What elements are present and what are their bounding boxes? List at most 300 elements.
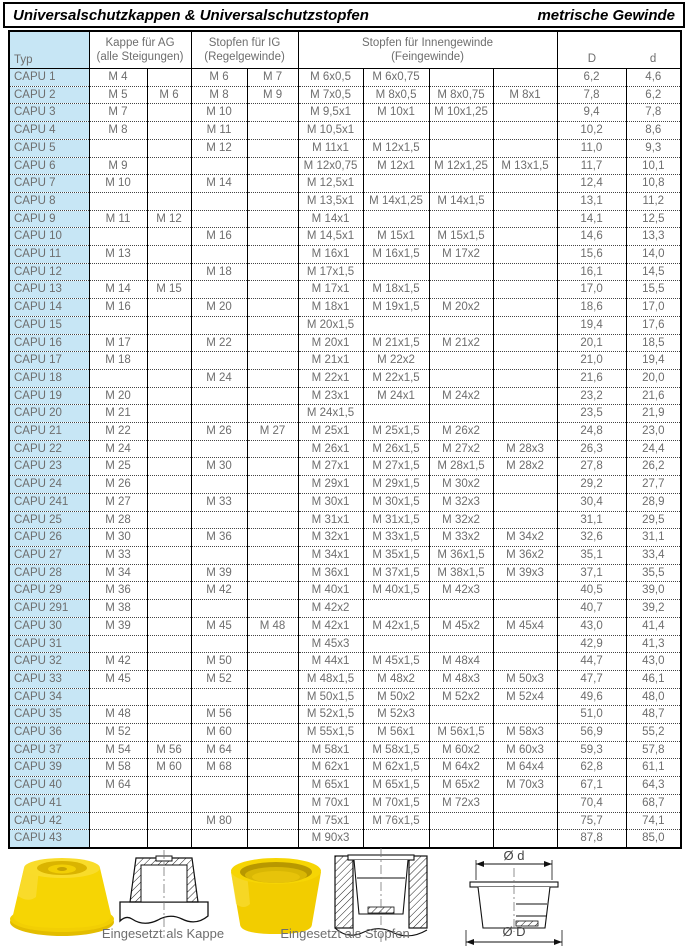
value-cell: M 28 xyxy=(89,511,147,529)
value-cell: M 26x1,5 xyxy=(363,440,429,458)
value-cell: M 80 xyxy=(191,812,247,830)
table-row xyxy=(9,600,681,618)
value-cell xyxy=(147,493,191,511)
value-cell xyxy=(493,228,557,246)
value-cell: M 21x2 xyxy=(429,334,493,352)
table-row xyxy=(9,69,681,87)
value-cell xyxy=(493,405,557,423)
table-row xyxy=(9,794,681,812)
value-cell: 43,0 xyxy=(557,617,626,635)
value-cell: 8,6 xyxy=(626,122,681,140)
value-cell: M 48x3 xyxy=(429,670,493,688)
value-cell xyxy=(493,352,557,370)
value-cell: M 26x1 xyxy=(298,440,363,458)
value-cell: M 33 xyxy=(191,493,247,511)
table-row xyxy=(9,688,681,706)
value-cell: M 16x1,5 xyxy=(363,246,429,264)
value-cell: 13,1 xyxy=(557,192,626,210)
table-row xyxy=(9,511,681,529)
value-cell: 23,5 xyxy=(557,405,626,423)
value-cell: M 34x2 xyxy=(493,529,557,547)
table-row xyxy=(9,175,681,193)
value-cell xyxy=(147,529,191,547)
table-row xyxy=(9,741,681,759)
value-cell: M 14 xyxy=(89,281,147,299)
value-cell xyxy=(147,387,191,405)
value-cell xyxy=(147,369,191,387)
typ-cell: CAPU 1 xyxy=(9,69,89,87)
typ-cell: CAPU 3 xyxy=(9,104,89,122)
value-cell xyxy=(493,210,557,228)
table-row xyxy=(9,458,681,476)
value-cell xyxy=(147,423,191,441)
typ-cell: CAPU 4 xyxy=(9,122,89,140)
value-cell: M 45x3 xyxy=(298,635,363,653)
value-cell: 14,5 xyxy=(626,263,681,281)
value-cell: M 9 xyxy=(89,157,147,175)
header-group-kappe-ag-line2: (alle Steigungen) xyxy=(96,51,184,63)
value-cell: M 45x1,5 xyxy=(363,653,429,671)
value-cell xyxy=(89,263,147,281)
value-cell: 29,5 xyxy=(626,511,681,529)
value-cell xyxy=(247,458,298,476)
value-cell xyxy=(247,228,298,246)
value-cell xyxy=(493,653,557,671)
table-row xyxy=(9,724,681,742)
table-row xyxy=(9,104,681,122)
value-cell: M 60x3 xyxy=(493,741,557,759)
value-cell xyxy=(191,794,247,812)
value-cell xyxy=(429,69,493,87)
value-cell: 33,4 xyxy=(626,546,681,564)
value-cell: M 28x3 xyxy=(493,440,557,458)
value-cell: 10,1 xyxy=(626,157,681,175)
value-cell: M 8x0,5 xyxy=(363,86,429,104)
value-cell xyxy=(147,564,191,582)
value-cell xyxy=(247,653,298,671)
value-cell: M 13 xyxy=(89,246,147,264)
value-cell: M 6 xyxy=(191,69,247,87)
value-cell: 17,6 xyxy=(626,316,681,334)
typ-cell: CAPU 19 xyxy=(9,387,89,405)
typ-cell: CAPU 2 xyxy=(9,86,89,104)
value-cell: M 13x1,5 xyxy=(493,157,557,175)
value-cell: M 7x0,5 xyxy=(298,86,363,104)
value-cell: M 22x2 xyxy=(363,352,429,370)
value-cell: M 45 xyxy=(89,670,147,688)
value-cell: M 54 xyxy=(89,741,147,759)
value-cell xyxy=(493,281,557,299)
value-cell: 6,2 xyxy=(626,86,681,104)
value-cell: M 30x1 xyxy=(298,493,363,511)
value-cell xyxy=(89,192,147,210)
value-cell: 59,3 xyxy=(557,741,626,759)
header-group-stopfen-ig-line2: (Regelgewinde) xyxy=(204,51,285,63)
value-cell xyxy=(363,635,429,653)
value-cell: 27,7 xyxy=(626,476,681,494)
value-cell xyxy=(147,228,191,246)
value-cell: M 24 xyxy=(89,440,147,458)
value-cell: M 30x2 xyxy=(429,476,493,494)
typ-cell: CAPU 6 xyxy=(9,157,89,175)
value-cell: M 22 xyxy=(191,334,247,352)
value-cell xyxy=(147,617,191,635)
value-cell: M 11 xyxy=(191,122,247,140)
value-cell xyxy=(147,139,191,157)
value-cell xyxy=(247,812,298,830)
value-cell xyxy=(89,369,147,387)
value-cell xyxy=(493,104,557,122)
value-cell xyxy=(247,493,298,511)
value-cell: 4,6 xyxy=(626,69,681,87)
value-cell xyxy=(147,352,191,370)
value-cell xyxy=(493,794,557,812)
value-cell: M 31x1 xyxy=(298,511,363,529)
value-cell xyxy=(191,352,247,370)
value-cell: M 13,5x1 xyxy=(298,192,363,210)
value-cell xyxy=(429,139,493,157)
value-cell: M 7 xyxy=(89,104,147,122)
value-cell xyxy=(429,122,493,140)
value-cell: 13,3 xyxy=(626,228,681,246)
value-cell: 28,9 xyxy=(626,493,681,511)
value-cell: M 48x4 xyxy=(429,653,493,671)
typ-cell: CAPU 10 xyxy=(9,228,89,246)
value-cell: M 70x1 xyxy=(298,794,363,812)
value-cell: M 42x3 xyxy=(429,582,493,600)
value-cell: 21,6 xyxy=(626,387,681,405)
value-cell: 12,4 xyxy=(557,175,626,193)
value-cell: M 44x1 xyxy=(298,653,363,671)
value-cell xyxy=(493,299,557,317)
value-cell xyxy=(247,299,298,317)
value-cell xyxy=(147,830,191,848)
value-cell: M 76x1,5 xyxy=(363,812,429,830)
value-cell xyxy=(247,104,298,122)
value-cell: M 21x1,5 xyxy=(363,334,429,352)
value-cell: 6,2 xyxy=(557,69,626,87)
value-cell: M 24x1 xyxy=(363,387,429,405)
value-cell: M 18x1,5 xyxy=(363,281,429,299)
value-cell: 48,0 xyxy=(626,688,681,706)
typ-cell: CAPU 5 xyxy=(9,139,89,157)
value-cell: 9,3 xyxy=(626,139,681,157)
value-cell: M 48 xyxy=(247,617,298,635)
value-cell: M 16x1 xyxy=(298,246,363,264)
value-cell: M 36x1,5 xyxy=(429,546,493,564)
typ-cell: CAPU 241 xyxy=(9,493,89,511)
value-cell: 20,1 xyxy=(557,334,626,352)
value-cell xyxy=(147,263,191,281)
typ-cell: CAPU 27 xyxy=(9,546,89,564)
value-cell xyxy=(191,192,247,210)
table-row xyxy=(9,476,681,494)
value-cell: M 65x1,5 xyxy=(363,777,429,795)
value-cell: M 20x2 xyxy=(429,299,493,317)
value-cell: M 75x1 xyxy=(298,812,363,830)
value-cell: 16,1 xyxy=(557,263,626,281)
caption-kappe: Eingesetzt als Kappe xyxy=(101,926,225,941)
value-cell xyxy=(147,69,191,87)
value-cell xyxy=(429,263,493,281)
header-group-feingewinde xyxy=(298,31,557,69)
value-cell: 11,7 xyxy=(557,157,626,175)
value-cell xyxy=(191,210,247,228)
value-cell xyxy=(247,670,298,688)
value-cell: M 20 xyxy=(191,299,247,317)
value-cell xyxy=(429,175,493,193)
value-cell xyxy=(363,175,429,193)
table-row xyxy=(9,546,681,564)
table-row xyxy=(9,299,681,317)
value-cell: 75,7 xyxy=(557,812,626,830)
page-title: Universalschutzkappen & Universalschutzstopfen xyxy=(13,6,369,24)
value-cell xyxy=(247,830,298,848)
value-cell: M 45x2 xyxy=(429,617,493,635)
value-cell xyxy=(247,316,298,334)
value-cell: M 28x1,5 xyxy=(429,458,493,476)
value-cell: M 11x1 xyxy=(298,139,363,157)
value-cell xyxy=(147,157,191,175)
header-col-d: d xyxy=(649,52,657,65)
typ-cell: CAPU 29 xyxy=(9,582,89,600)
typ-cell: CAPU 15 xyxy=(9,316,89,334)
value-cell: 7,8 xyxy=(626,104,681,122)
value-cell: 61,1 xyxy=(626,759,681,777)
table-row xyxy=(9,228,681,246)
value-cell: M 31x1,5 xyxy=(363,511,429,529)
value-cell: 56,9 xyxy=(557,724,626,742)
value-cell xyxy=(147,334,191,352)
value-cell: M 26x2 xyxy=(429,423,493,441)
value-cell xyxy=(493,192,557,210)
value-cell xyxy=(247,635,298,653)
value-cell: M 39x3 xyxy=(493,564,557,582)
value-cell: M 24x1,5 xyxy=(298,405,363,423)
value-cell: M 60x2 xyxy=(429,741,493,759)
value-cell xyxy=(147,246,191,264)
value-cell: 12,5 xyxy=(626,210,681,228)
dim-label-d: Ø d xyxy=(503,848,525,863)
value-cell xyxy=(191,476,247,494)
value-cell: 18,6 xyxy=(557,299,626,317)
value-cell xyxy=(429,600,493,618)
value-cell xyxy=(363,316,429,334)
value-cell: M 48 xyxy=(89,706,147,724)
value-cell xyxy=(147,724,191,742)
value-cell: M 17x1 xyxy=(298,281,363,299)
value-cell xyxy=(191,440,247,458)
value-cell xyxy=(89,635,147,653)
data-table-container xyxy=(8,30,682,849)
value-cell xyxy=(191,246,247,264)
value-cell: M 56 xyxy=(147,741,191,759)
value-cell xyxy=(493,423,557,441)
value-cell xyxy=(493,316,557,334)
value-cell xyxy=(429,369,493,387)
value-cell: M 10 xyxy=(89,175,147,193)
value-cell xyxy=(89,812,147,830)
table-row xyxy=(9,812,681,830)
value-cell xyxy=(429,706,493,724)
typ-cell: CAPU 13 xyxy=(9,281,89,299)
typ-cell: CAPU 16 xyxy=(9,334,89,352)
value-cell: 40,7 xyxy=(557,600,626,618)
value-cell: M 50x3 xyxy=(493,670,557,688)
value-cell: M 58x3 xyxy=(493,724,557,742)
value-cell: 17,0 xyxy=(626,299,681,317)
value-cell: M 52x1,5 xyxy=(298,706,363,724)
value-cell: 85,0 xyxy=(626,830,681,848)
value-cell xyxy=(493,175,557,193)
value-cell xyxy=(247,157,298,175)
value-cell: M 36 xyxy=(89,582,147,600)
value-cell xyxy=(191,405,247,423)
value-cell: M 20 xyxy=(89,387,147,405)
value-cell: M 21 xyxy=(89,405,147,423)
value-cell xyxy=(493,387,557,405)
value-cell: M 62x1,5 xyxy=(363,759,429,777)
value-cell: M 25x1,5 xyxy=(363,423,429,441)
value-cell: M 6 xyxy=(147,86,191,104)
value-cell: 21,6 xyxy=(557,369,626,387)
value-cell xyxy=(247,546,298,564)
value-cell xyxy=(493,122,557,140)
value-cell: M 10 xyxy=(191,104,247,122)
value-cell xyxy=(191,635,247,653)
value-cell: 21,9 xyxy=(626,405,681,423)
value-cell: M 42 xyxy=(89,653,147,671)
value-cell: 32,6 xyxy=(557,529,626,547)
value-cell xyxy=(247,600,298,618)
value-cell: M 64 xyxy=(191,741,247,759)
value-cell: M 56 xyxy=(191,706,247,724)
value-cell xyxy=(363,263,429,281)
value-cell: M 42 xyxy=(191,582,247,600)
value-cell: M 26 xyxy=(191,423,247,441)
value-cell: M 20x1 xyxy=(298,334,363,352)
value-cell xyxy=(493,582,557,600)
value-cell: M 70x3 xyxy=(493,777,557,795)
value-cell: M 18 xyxy=(89,352,147,370)
value-cell: 26,2 xyxy=(626,458,681,476)
typ-cell: CAPU 40 xyxy=(9,777,89,795)
value-cell xyxy=(363,405,429,423)
value-cell: 18,5 xyxy=(626,334,681,352)
value-cell: 39,2 xyxy=(626,600,681,618)
value-cell: 35,5 xyxy=(626,564,681,582)
table-row xyxy=(9,352,681,370)
value-cell: M 11 xyxy=(89,210,147,228)
value-cell: M 8 xyxy=(191,86,247,104)
value-cell: M 18x1 xyxy=(298,299,363,317)
value-cell: 19,4 xyxy=(557,316,626,334)
value-cell xyxy=(191,281,247,299)
value-cell: M 42x2 xyxy=(298,600,363,618)
value-cell: M 25x1 xyxy=(298,423,363,441)
value-cell xyxy=(147,511,191,529)
value-cell: M 50x2 xyxy=(363,688,429,706)
value-cell: M 12 xyxy=(191,139,247,157)
value-cell xyxy=(493,246,557,264)
header-group-stopfen-ig xyxy=(191,31,298,69)
value-cell: M 27x1 xyxy=(298,458,363,476)
value-cell: M 34 xyxy=(89,564,147,582)
typ-cell: CAPU 30 xyxy=(9,617,89,635)
value-cell: 41,3 xyxy=(626,635,681,653)
value-cell: M 60 xyxy=(191,724,247,742)
value-cell: M 24 xyxy=(191,369,247,387)
value-cell: M 22 xyxy=(89,423,147,441)
value-cell xyxy=(247,369,298,387)
value-cell: M 6x0,5 xyxy=(298,69,363,87)
typ-cell: CAPU 43 xyxy=(9,830,89,848)
value-cell: 26,3 xyxy=(557,440,626,458)
value-cell: M 52 xyxy=(191,670,247,688)
value-cell: 57,8 xyxy=(626,741,681,759)
value-cell: 7,8 xyxy=(557,86,626,104)
value-cell: M 8x1 xyxy=(493,86,557,104)
value-cell: M 58x1 xyxy=(298,741,363,759)
value-cell xyxy=(147,653,191,671)
value-cell: M 50x1,5 xyxy=(298,688,363,706)
value-cell: 10,2 xyxy=(557,122,626,140)
value-cell: M 60 xyxy=(147,759,191,777)
table-row xyxy=(9,635,681,653)
value-cell: 14,0 xyxy=(626,246,681,264)
value-cell: 11,2 xyxy=(626,192,681,210)
value-cell: 39,0 xyxy=(626,582,681,600)
value-cell xyxy=(191,511,247,529)
table-row xyxy=(9,440,681,458)
table-row xyxy=(9,316,681,334)
value-cell: 74,1 xyxy=(626,812,681,830)
value-cell xyxy=(493,476,557,494)
value-cell: M 30x1,5 xyxy=(363,493,429,511)
value-cell: 31,1 xyxy=(557,511,626,529)
cap-section-drawing xyxy=(116,850,212,938)
value-cell: M 52 xyxy=(89,724,147,742)
value-cell: M 12x1,25 xyxy=(429,157,493,175)
value-cell: M 34x1 xyxy=(298,546,363,564)
value-cell xyxy=(247,564,298,582)
typ-cell: CAPU 21 xyxy=(9,423,89,441)
value-cell xyxy=(147,706,191,724)
typ-cell: CAPU 31 xyxy=(9,635,89,653)
title-bar xyxy=(3,2,685,28)
table-row xyxy=(9,246,681,264)
value-cell: 17,0 xyxy=(557,281,626,299)
value-cell: 48,7 xyxy=(626,706,681,724)
value-cell: M 14x1 xyxy=(298,210,363,228)
value-cell: M 58 xyxy=(89,759,147,777)
value-cell: M 22x1,5 xyxy=(363,369,429,387)
value-cell: 51,0 xyxy=(557,706,626,724)
value-cell: 40,5 xyxy=(557,582,626,600)
table-row xyxy=(9,564,681,582)
value-cell: 14,6 xyxy=(557,228,626,246)
value-cell: 21,0 xyxy=(557,352,626,370)
value-cell: 68,7 xyxy=(626,794,681,812)
value-cell xyxy=(247,281,298,299)
table-row xyxy=(9,706,681,724)
value-cell xyxy=(89,228,147,246)
value-cell: M 64x4 xyxy=(493,759,557,777)
value-cell: M 90x3 xyxy=(298,830,363,848)
value-cell xyxy=(247,582,298,600)
value-cell: M 56x1 xyxy=(363,724,429,742)
page-title-right: metrische Gewinde xyxy=(537,6,675,24)
